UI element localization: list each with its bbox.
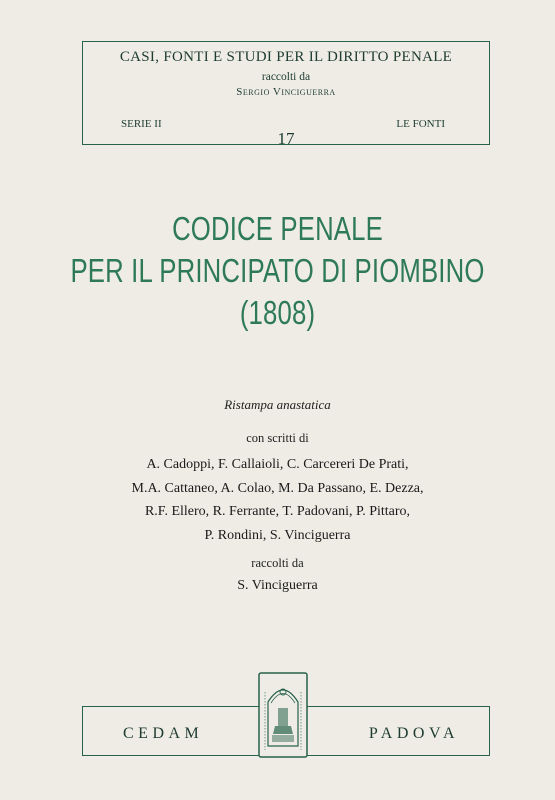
author-line: M.A. Cattaneo, A. Colao, M. Da Passano, E. Dezza,: [131, 480, 424, 496]
series-editor: Sergio Vinciguerra: [236, 86, 336, 98]
collected-label: raccolti da: [251, 556, 304, 570]
author-line: P. Rondini, S. Vinciguerra: [204, 527, 351, 543]
title-line-1: CODICE PENALE: [172, 210, 383, 247]
series-box: [82, 41, 490, 148]
series-label: SERIE II: [121, 118, 162, 130]
series-collected-label: raccolti da: [261, 71, 311, 83]
author-line: R.F. Ellero, R. Ferrante, T. Padovani, P. Pittaro,: [144, 504, 411, 519]
title-line-3: (1808): [239, 294, 316, 331]
cedam-emblem-icon: [258, 672, 308, 758]
book-title: [0, 208, 555, 334]
section-label: LE FONTI: [396, 118, 445, 130]
writings-label: con scritti di: [246, 431, 309, 445]
series-title: CASI, FONTI E STUDI PER IL DIRITTO PENALE: [119, 49, 453, 65]
collected-name: S. Vinciguerra: [237, 578, 318, 593]
series-number: 17: [277, 129, 295, 148]
author-line: A. Cadoppi, F. Callaioli, C. Carcereri De Prati,: [146, 457, 409, 472]
publisher-name: CEDAM: [123, 725, 204, 742]
author-list: [0, 453, 555, 547]
reprint-label: Ristampa anastatica: [224, 397, 331, 412]
publisher-city: PADOVA: [368, 725, 459, 742]
title-line-2: PER IL PRINCIPATO DI PIOMBINO: [70, 252, 485, 289]
